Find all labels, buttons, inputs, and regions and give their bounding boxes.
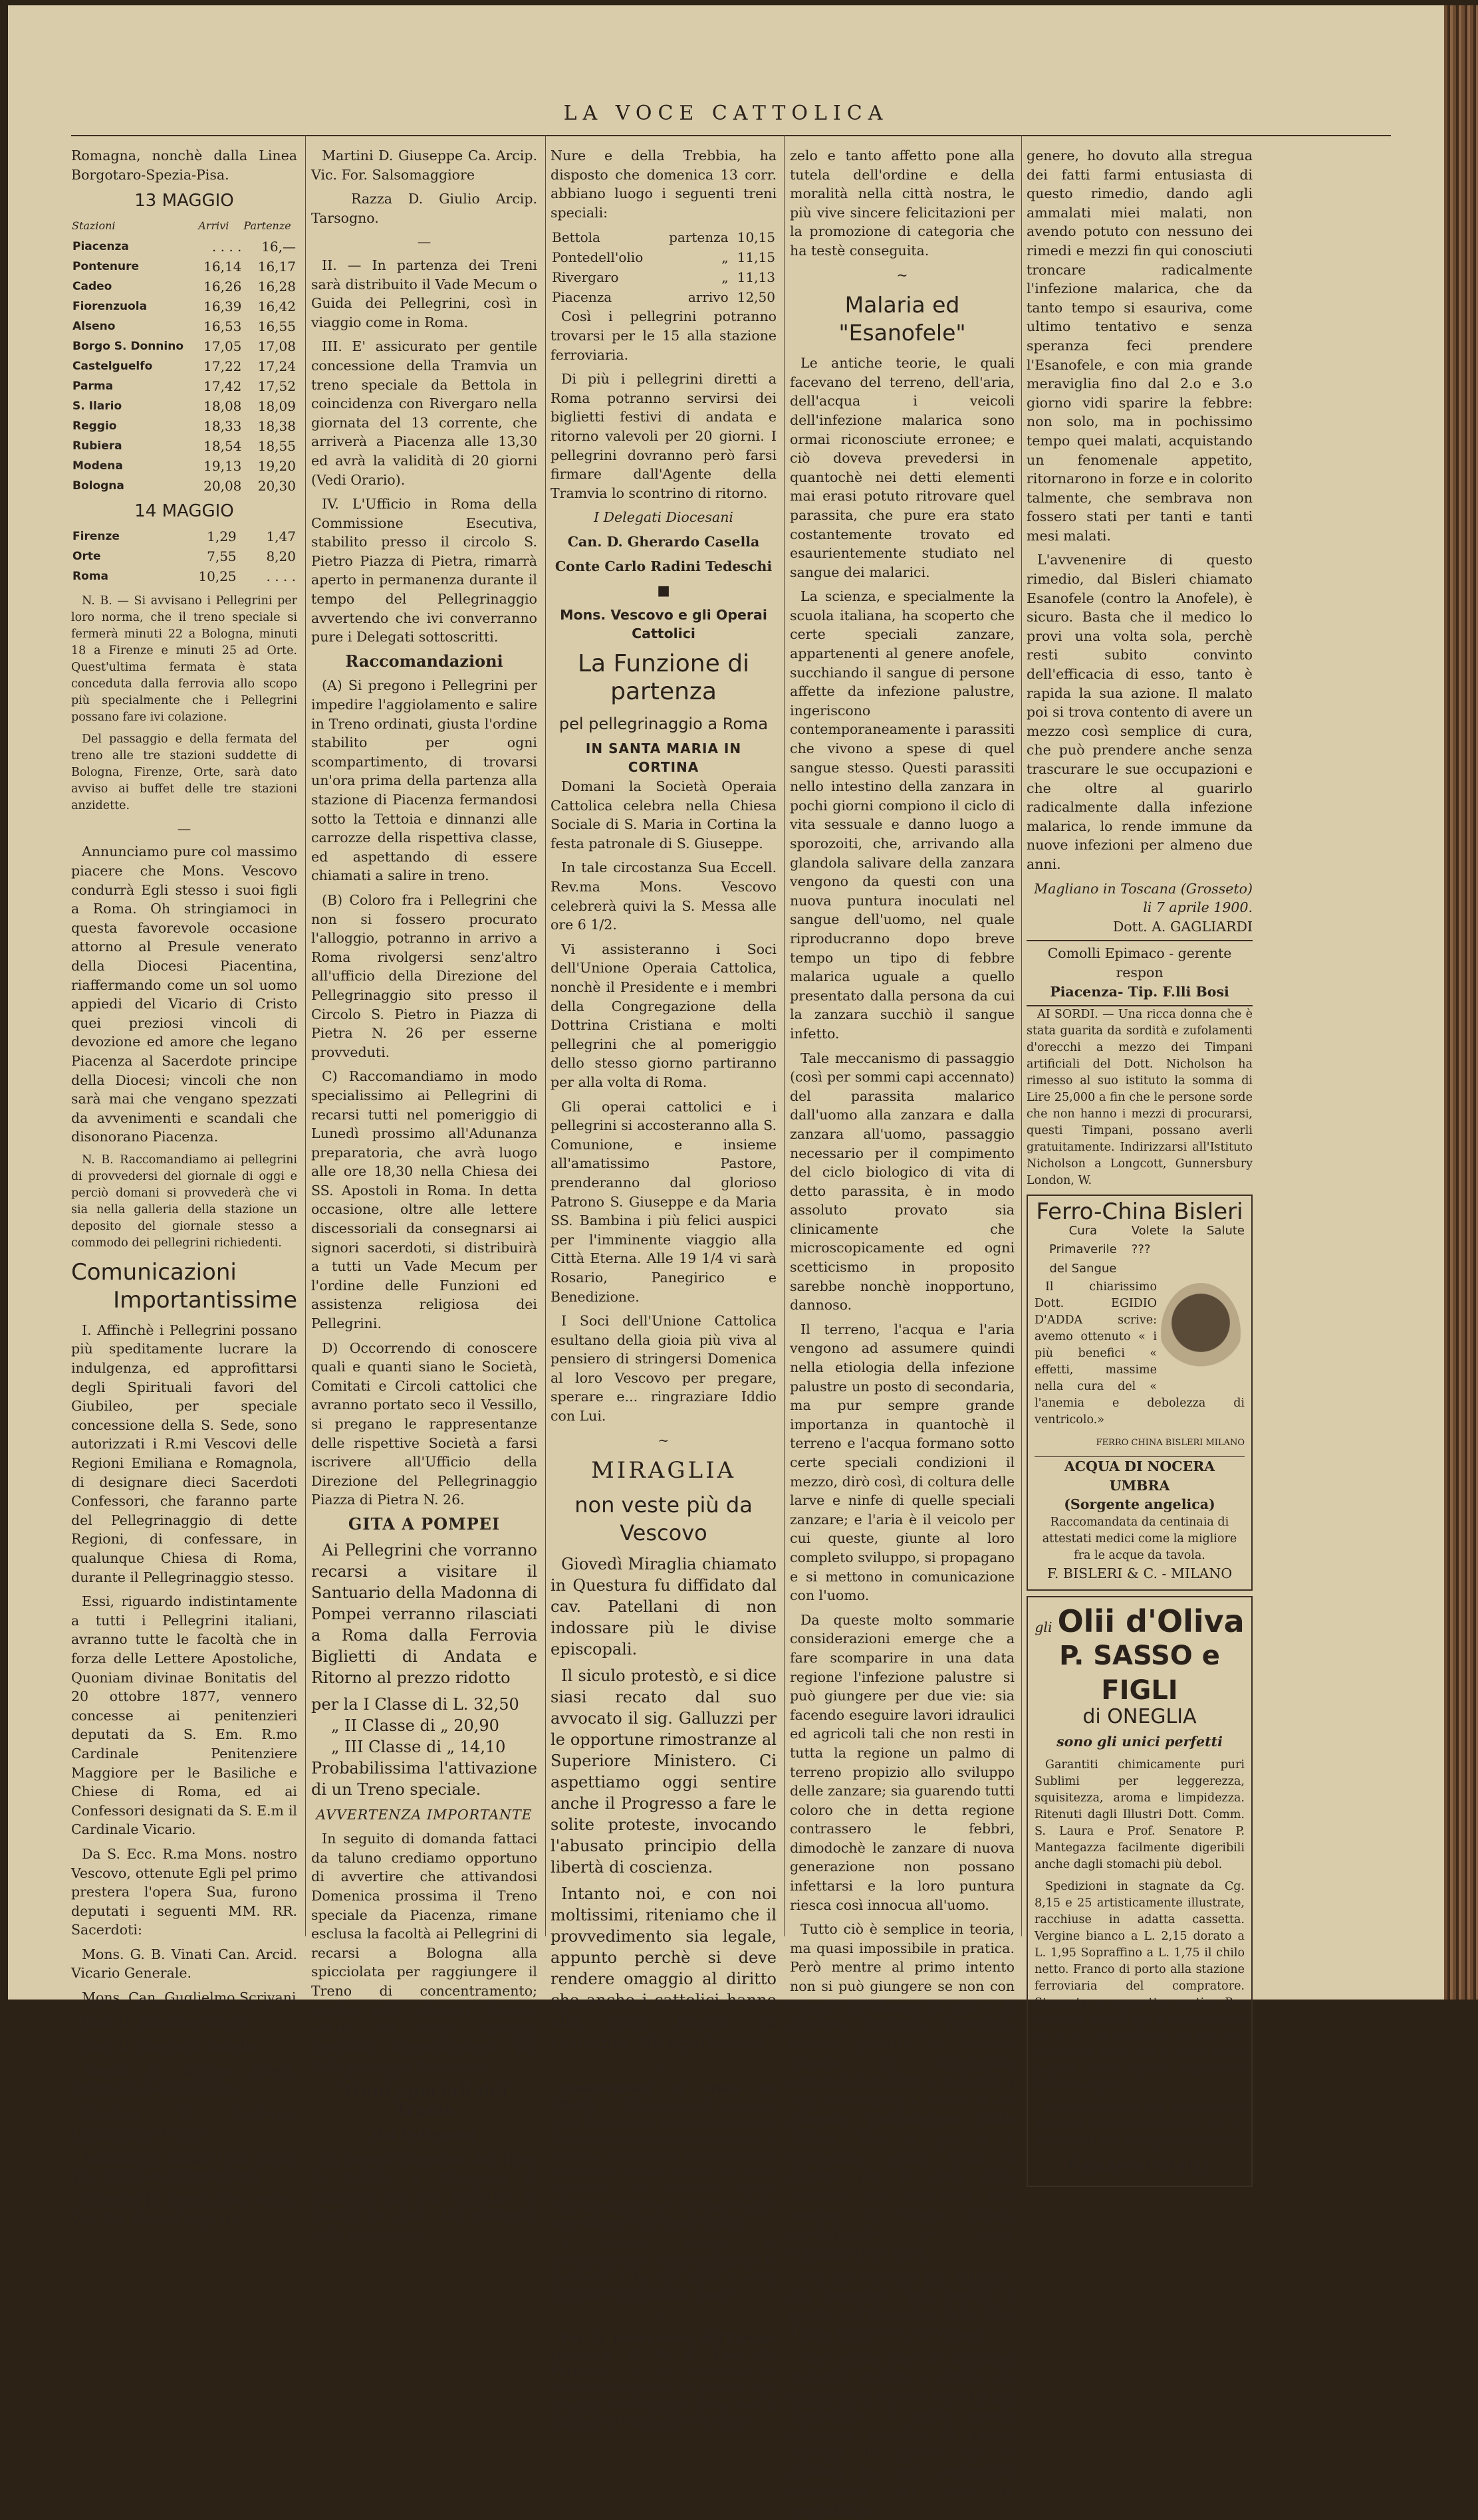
malaria-p6: Tutto ciò è semplice in teoria, ma quasi impossibile in pratica. Però mentre al primo intento non si può giungere se non con l'opera simultanea di enti e di persone (governo, provincie, comuni privati), al secondo intento si arriverebbe sottoponendo tutti i malarici a una cura rapida e sicura che li guarisse radicalmente dalla febbre. Fino a qui si è conosciuto senza rivali il chinino per la cura della malaria, ma anch'esso non sempre di effetto sicuro, specialmente se viene somministrato tardi. bbox=[790, 1921, 1015, 2261]
funzione-p1: Domani la Società Operaia Cattolica celebra nella Chiesa Sociale di S. Maria in Cortina la festa patronale di S. Giuseppe. bbox=[551, 778, 777, 852]
tram-type: partenza bbox=[669, 229, 729, 246]
timetable-row bbox=[71, 316, 297, 336]
acqua-nocera-title: ACQUA DI NOCERA UMBRA bbox=[1064, 1458, 1215, 1494]
departure-time: 16,17 bbox=[257, 258, 296, 275]
station-name: Piacenza bbox=[72, 239, 129, 253]
dimostrazioni-title: Dimostrazioni di stima ed affetto. bbox=[551, 2083, 777, 2113]
malaria-p4: Il terreno, l'acqua e l'aria vengono ad assumere quindi nella etiologia della infezione palustre un posto di secondaria, ma pur sempre grande importanza in quantochè il terreno e l'acqua formano sotto certe speciali condizioni il mezzo, dirò così, di coltura delle larve e ninfe di quelle speciali zanzare; e l'aria è il veicolo per cui queste, giunte al loro completo sviluppo, si propagano e si mettono in comunicazione con l'uomo. bbox=[790, 1321, 1015, 1604]
newspaper-page bbox=[8, 5, 1444, 2519]
arrival-time: 17,22 bbox=[203, 358, 242, 374]
priest-name: Mondini D. Lodovico Cerimoniere Vescov. bbox=[71, 2106, 297, 2141]
newspaper-notice: N. B. Raccomandiamo ai pellegrini di provvedersi del giornale di oggi e perciò domani si provvederà che vi sia nella galleria della stazione un deposito del giornale stesso a commodo dei pellegrini richiedenti. bbox=[71, 1153, 297, 1250]
departure-time: 16,55 bbox=[257, 318, 296, 334]
acqua-nocera-text: Raccomandata da centinaia di attestati medici come la migliore fra le acque da tavola. bbox=[1042, 1515, 1237, 1562]
tram-station: Rivergaro bbox=[552, 269, 619, 286]
arrival-time: 18,54 bbox=[203, 437, 242, 454]
station-name: Fiorenzuola bbox=[72, 299, 148, 313]
acqua-nocera-firm: F. BISLERI & C. - MILANO bbox=[1047, 1565, 1233, 1581]
column-4: zelo e tanto affetto pone alla tutela dell'ordine e della moralità nella città nostra, le più vive sincere felicitazioni per la promozione di categoria che ha testè conseguita. ~ Malaria ed "Esanofele" Le antiche teorie, le quali facevano del terreno, dell'aria, dell'acqua i veicoli dell'infezione malarica sono ormai riconosciute erronee; e ciò doveva prevedersi in quantochè nei detti elementi mai erasi potuto ritrovare quel parassita, che pure era stato costantemente trovato ed esaurientemente studiato nel sangue dei malarici. La scienza, e specialmente la scuola italiana, ha scoperto che certe speciali zanzare, appartenenti al genere anofele, succhiando il sangue di persone affette da infezione palustre, ingeriscono contemporaneamente i parassiti che vivono a spese di quel sangue stesso. Questi parassiti nello intestino della zanzara in pochi giorni compiono il ciclo di vita sessuale e danno luogo a sporozoiti, che, arrivando alla glandola salivare della zanzara vengono da questi con una nuova puntura inoculati nel sangue dell'uomo, nel quale riproducranno dopo breve tempo un tipo di febbre malarica uguale a quello presentato dalla persona da cui la zanzara succhiò il sangue infetto. Tale meccanismo di passaggio (così per sommi capi accennato) del parassita malarico dall'uomo alla zanzara e dalla zanzara all'uomo, passaggio necessario per il compimento del ciclo biologico di vita di detto parassita, è in modo assoluto provato sia clinicamente che microscopicamente ed ogni scetticismo in proposito sarebbe nonchè inopportuno, dannoso. Il terreno, l'acqua e l'aria vengono ad assumere quindi nella etiologia della infezione palustre un posto di secondaria, ma pur sempre grande importanza in quantochè il terreno e l'acqua formano sotto certe speciali condizioni il mezzo, dirò così, di coltura delle larve e ninfe di quelle speciali zanzare; e l'aria è il veicolo per cui queste, giunte al loro completo sviluppo, si propagano e si mettono in comunicazione con l'uomo. Da queste molto sommarie considerazioni emerge che a fare scomparire in una data regione l'infezione palustre si può giungere per due vie: sia facendo eseguire lavori idraulici ed agricoli tali che non resti in tutta la regione un palmo di terreno propizio allo sviluppo delle zanzare; sia guarendo tutti coloro che in detta regione contrassero le febbri, dimodochè le zanzare di nuova generazione non possano infettarsi e la loro puntura riesca così innocua all'uomo. Tutto ciò è semplice in teoria, ma quasi impossibile in pratica. Però mentre al primo intento non si può giungere se non con l'opera simultanea di enti e di persone (governo, provincie, comuni privati), al secondo intento si arriverebbe sottoponendo tutti i malarici a una cura rapida e sicura che li guarisse radicalmente dalla febbre. Fino a qui si è conosciuto senza rivali il chinino per la cura della malaria, ma anch'esso non sempre di effetto sicuro, specialmente se viene somministrato tardi. Ma un rimedio più efficace, più semplice, più rapido è quello dell'Esanofele della ditta Felice Bisleri e C. di Milano. Non esiste tipo di infezione malarica recente o antica, sia purribelle a tutte le cure fin qui conosciute, il quale resista all'azione benefica di questo rimedio. Io stesso, che in passato ho una avversione sistematica per tutte le specialità in bbox=[790, 146, 1015, 1981]
delegate-2: Conte Carlo Radini Tedeschi bbox=[554, 558, 773, 574]
arrival-time: 7,55 bbox=[207, 548, 237, 564]
arrival-time: 17,05 bbox=[203, 338, 242, 354]
column-5 bbox=[1027, 146, 1253, 2172]
olio-text-1: Garantiti chimicamente puri Sublimi per leggerezza, squisitezza, aroma e limpidezza. Ritenuti dagli Illustri Dott. Comm. S. Laura e Prof. Senatore P. Mantegazza facilmente digeribili anche dagli stomachi più debol. bbox=[1035, 1758, 1245, 1871]
tram-time: 12,50 bbox=[737, 289, 775, 306]
day2-title: 14 MAGGIO bbox=[134, 501, 234, 521]
column-2: Martini D. Giuseppe Ca. Arcip. Vic. For. Salsomaggiore Razza D. Giulio Arcip. Tarsogno. — II. — In partenza dei Treni sarà distribuito il Vade Mecum o Guida dei Pellegrini, così in viaggio come in Roma. III. E' assicurato per gentile concessione della Tramvia un treno speciale da Bettola in coincidenza con Rivergaro nella giornata del 13 corrente, che arriverà a Piacenza alle 13,30 ed avrà la validità di 20 giorni (Vedi Orario). IV. L'Ufficio in Roma della Commissione Esecutiva, stabilito presso il circolo S. Pietro Piazza di Pietra, rimarrà aperto in permanenza durante il tempo del Pellegrinaggio avvertendo che ivi converranno pure i Delegati sottoscritti. Raccomandazioni (A) Si pregono i Pellegrini per impedire l'aggiolamento e salire in Treno ordinati, giusta l'ordine stabilito per ogni scompartimento, di trovarsi un'ora prima della partenza alla stazione di Piacenza fermandosi sotto la Tettoia e dinnanzi alle carrozze della rispettiva classe, ed aspettando di essere chiamati a salire in treno. (B) Coloro fra i Pellegrini che non si fossero procurato l'alloggio, potranno in arrivo a Roma rivolgersi senz'altro all'ufficio della Direzione del Pellegrinaggio sito presso il Circolo S. Pietro in Piazza di Pietra N. 26 per esserne provveduti. C) Raccomandiamo in modo specialissimo ai Pellegrini di recarsi tutti nel pomeriggio di Lunedì prossimo all'Adunanza preparatoria, che avrà luogo alle ore 18,30 nella Chiesa dei SS. Apostoli in Roma. In detta occasione, oltre alle lettere discessoriali da consegnarsi ai signori sacerdoti, si distribuirà a tutti un Vade Mecum per l'ordine delle Funzioni ed assistenza religiosa dei Pellegrini. D) Occorrendo di conoscere quali e quanti siano le Società, Comitati e Circoli cattolici che avranno portato seco il Vessillo, si pregano le rappresentanze delle rispettive Società a farsi iscrivere all'Ufficio della Direzione del Pellegrinaggio Piazza di Pietra N. 26. GITA A POMPEI Ai Pellegrini che vorranno recarsi a visitare il Santuario della Madonna di Pompei verranno rilasciati a Roma dalla Ferrovia Biglietti di Andata e Ritorno al prezzo ridotto per la I Classe di L. 32,50 „ II Classe di „ 20,90 „ III Classe di „ 14,10 Probabilissima l'attivazione di un Treno speciale. AVVERTENZA IMPORTANTE In seguito di domanda fattaci da taluno crediamo opportuno di avvertire che attivandosi Domenica prossima il Treno speciale da Piacenza, rimane esclusa la facoltà ai Pellegrini di recarsi a Bologna alla spicciolata per raggiungere il Treno di concentramento; sicchè tutti domani devono salire nel treno speciale concesso espressamente pel Pellegrinaggio Piacentino. Treni speciali dei Trams dei Pellegrini La cortese direzione del Tram di Bettola e Rivergaro ci annuncia che per facilitare la venuta in città dei pellegrini delle vallate del bbox=[311, 146, 537, 1981]
column-1: Romagna, nonchè dalla Linea Borgotaro-Spezia-Pisa. 13 MAGGIO Stazioni Arrivi Partenze Piacenza . . . . 16,— Pontenure 16,14 16,17 Cadeo 16,26 16,28 Fiorenzuola 16,39 16,42 Alseno 16,53 16,55 Borgo S. Donnino 17,05 17,08 Castelguelfo 17,22 17,24 Parma 17,42 17,52 S. Ilario 18,08 18,09 Reggio 18,33 18,38 Rubiera 18,54 18,55 Modena 19,13 19,20 Bologna 20,08 20,30 14 MAGGIO Firenze 1,29 1,47 Orte 7,55 8,20 Roma 10,25 . . . . N. B. — Si avvisano i Pellegrini per loro norma, che il treno speciale si fermerà minuti 22 a Bologna, minuti 18 a Firenze e minuti 25 ad Orte. Quest'ultima fermata è stata conceduta dalla ferrovia allo scopo più specialmente che i Pellegrini possano fare ivi colazione. Del passaggio e della fermata del treno alle tre stazioni suddette di Bologna, Firenze, Orte, sarà dato avviso ai buffet delle tre stazioni anzidette. — Annunciamo pure col massimo piacere che Mons. Vescovo condurrà Egli stesso i suoi figli a Roma. Oh stringiamoci in questa favorevole occasione attorno al Presule venerato della Diocesi Piacentina, riaffermando come un sol uomo appiedi del Vicario di Cristo quei preziosi vincoli di devozione ed amore che legano Piacenza al Sacerdote principe della Diocesi; vincoli che non sarà mai che vengano spezzati da avvenimenti e scandali che disonorano Piacenza. N. B. Raccomandiamo ai pellegrini di provvedersi del giornale di oggi e perciò domani si provvederà che vi sia nella galleria della stazione un deposito del giornale stesso a commodo dei pellegrini richiedenti. Comunicazioni Importantissime I. Affinchè i Pellegrini possano più speditamente lucrare la indulgenza, ed approfittarsi degli Spirituali favori del Giubileo, per speciale concessione della S. Sede, sono autorizzati i R.mi Vescovi delle Regioni Emiliana e Romagnola, di designare dieci Sacerdoti Confessori, che faranno parte del Pellegrinaggio di dette Regioni, di confessare, in qualunque Chiesa di Roma, durante il Pellegrinaggio stesso. Essi, riguardo indistintamente a tutti i Pellegrini italiani, avranno tutte le facoltà che in forza delle Lettere Apostoliche, Quoniam divinae Bonitatis del 20 ottobre 1877, vennero concesse ai penitenzieri deputati da S. Em. R.mo Cardinale Penitenziere Maggiore per le Basiliche e Chiese di Roma, ed ai Confessori designati da S. E.m il Cardinale Vicario. Da S. Ecc. R.ma Mons. nostro Vescovo, ottenute Egli pel primo prestera l'opera Sua, furono deputati i seguenti MM. RR. Sacerdoti: Mons. G. B. Vinati Can. Arcid. Vicario Generale. Mons. Can. Guglielmo Scrivani Can. D. Antonino Saletti Can. D. Gherardo Casella Moglia D. Andrea Dirett. Spirituale del Seminario Mondini D. Lodovico Cerimoniere Vescov. Agazzini D. Egidio Can. Arcip. Vic. For. Castelsangiovanni Cagnoni D. Enrico Can. Arcip. Vic. For. Castell'Arquato bbox=[71, 146, 297, 1981]
miraglia-title: MIRAGLIA bbox=[590, 1457, 737, 1484]
tram-row bbox=[551, 267, 777, 287]
olio-claim: sono gli unici perfetti bbox=[1056, 1734, 1223, 1750]
item-iii: III. E' assicurato per gentile concessione della Tramvia un treno speciale da Bettola in coincidenza con Rivergaro nella giornata del 13 corrente, che arriverà a Piacenza alle 13,30 ed avrà la validità di 20 giorni (Vedi Orario). bbox=[311, 338, 537, 488]
arrival-time: 10,25 bbox=[198, 568, 237, 584]
olio-place: di ONEGLIA bbox=[1082, 1705, 1197, 1729]
departure-time: . . . . bbox=[266, 568, 296, 584]
station-name: Alseno bbox=[72, 319, 116, 333]
dimostrazioni-text-2: Il giudice Giorgio fu festeggiatissimo. Senza adulazione, lo merita-va. A lui che parte, i nostri reiterati e cordialissimi auguri. bbox=[551, 2237, 777, 2301]
nb-stops: N. B. — Si avvisano i Pellegrini per loro norma, che il treno speciale si fermerà minuti 22 a Bologna, minuti 18 a Firenze e minuti 25 ad Orte. Quest'ultima fermata è stata conceduta dalla ferrovia allo scopo più specialmente che i Pellegrini possano fare ivi colazione. bbox=[71, 594, 297, 724]
station-name: Reggio bbox=[72, 419, 117, 433]
arrival-time: 16,14 bbox=[203, 258, 242, 275]
timetable-row bbox=[71, 237, 297, 257]
departure-time: 18,09 bbox=[257, 398, 296, 414]
timetable-row bbox=[71, 456, 297, 476]
tram-schedule bbox=[551, 227, 777, 307]
station-name: Pontenure bbox=[72, 259, 140, 273]
timetable-14-maggio bbox=[71, 526, 297, 586]
tram-station: Piacenza bbox=[552, 289, 612, 306]
arrival-time: 16,39 bbox=[203, 298, 242, 314]
arrival-time: 16,53 bbox=[203, 318, 242, 334]
olio-text-2: Spedizioni in stagnate da Cg. 8,15 e 25 artisticamente illustrate, racchiuse in adatta cassetta. Vergine bianco a L. 2,15 dorato a L. 1,95 Sopraffino a L. 1,75 il chilo netto. Franco di porto alla stazione ferroviaria del compratore. Stagnata e cassetta gratis. Per stagnate da soli Cg. 8 supplemento di L. 2. In barilletti da Cg. 50, ribasso di Cent. 20 il chilo. Porto pagato. Barile gratis. Pagamento verso assegno. bbox=[1035, 1879, 1245, 2093]
station-name: Roma bbox=[72, 569, 108, 583]
fare-list bbox=[311, 1694, 537, 1758]
column-3: Nure e della Trebbia, ha disposto che domenica 13 corr. abbiano luogo i seguenti treni speciali: Bettola partenza 10,15 Pontedell'olio „ 11,15 Rivergaro „ 11,13 Piacenza arrivo 12,50 Così i pellegrini potranno trovarsi per le 15 alla stazione ferroviaria. Di più i pellegrini diretti a Roma potranno servirsi dei biglietti festivi di andata e ritorno valevoli per 20 giorni. I pellegrini dovranno però farsi firmare dall'Agente della Tramvia lo scontrino di ritorno. I Delegati Diocesani Can. D. Gherardo Casella Conte Carlo Radini Tedeschi ■ Mons. Vescovo e gli Operai Cattolici La Funzione di partenza pel pellegrinaggio a Roma IN SANTA MARIA IN CORTINA Domani la Società Operaia Cattolica celebra nella Chiesa Sociale di S. Maria in Cortina la festa patronale di S. Giuseppe. In tale circostanza Sua Eccell. Rev.ma Mons. Vescovo celebrerà quivi la S. Messa alle ore 6 1/2. Vi assisteranno i Soci dell'Unione Operaia Cattolica, nonchè il Presidente e i membri della Congregazione della Dottrina Cristiana e molti pellegrini che al pomeriggio dello stesso giorno partiranno per alla volta di Roma. Gli operai cattolici e i pellegrini si accosteranno alla S. Comunione, e insieme all'amatissimo Pastore, prenderanno dal glorioso Patrono S. Giuseppe e da Maria SS. Bambina i più felici auspici per l'imminente viaggio alla Città Eterna. Alle 19 1/4 vi sarà Rosario, Panegirico e Benedizione. I Soci dell'Unione Cattolica esultano della gioia più viva al pensiero di stringersi Domenica al loro Vescovo per pregare, sperare e... ringraziare Iddio con Lui. ~ MIRAGLIA non veste più da Vescovo Giovedì Miraglia chiamato in Questura fu diffidato dal cav. Patellani di non indossare più le divise episcopali. Il siculo protestò, e si dice siasi recato dal suo avvocato il sig. Galluzzi per le opportune rimostranze al Superiore Ministero. Ci aspettiamo oggi sentire anche il Progresso a fare le solite proteste, invocando l'abusato principio della libertà di coscienza. Intanto noi, e con noi moltissimi, riteniamo che il provvedimento sia legale, appunto perchè si deve rendere omaggio al diritto che anche i cattolici hanno alla vera libertà di coscienza. Ne riparleremo. ~ Dimostrazioni di stima ed affetto. — Mercoledì, nel ristorante della Stazione, al chiaro giudice Avv. Giorgio promosso Vice Presidente a Bologna, dai colleghi, della procura e cancellerie venne offerto un lauto banchetto. Vi assisteva anche l'egregio giudice avv. Stefanini venuto appositamente da Reggio Emilia. Il giudice Giorgio fu festeggiatissimo. Senza adulazione, lo merita-va. A lui che parte, i nostri reiterati e cordialissimi auguri. ~ Per la promozione dell'Egregio Ispettore di P. S. Cav. Dr. Patellani. — Ci associamo ai sentimenti espressi dagli altri fogli cittadini, e porgiamo anche noi al benemerito Funzionario che tanto bbox=[551, 148, 777, 2430]
station-name: Castelguelfo bbox=[72, 359, 153, 373]
funzione-p4: Gli operai cattolici e i pellegrini si accosteranno alla S. Comunione, e insieme all'amatissimo Pastore, prenderanno dal glorioso Patrono S. Giuseppe e da Maria SS. Bambina i più felici auspici per l'imminente viaggio alla Città Eterna. Alle 19 1/4 vi sarà Rosario, Panegirico e Benedizione. bbox=[551, 1098, 777, 1305]
arrival-time: 1,29 bbox=[207, 528, 237, 544]
olio-footer: Campioni gratis bbox=[1068, 2156, 1211, 2172]
ferro-china-cura: Cura Primaverile bbox=[1049, 1223, 1117, 1257]
timetable-13-maggio bbox=[71, 216, 297, 496]
timetable-intro: Romagna, nonchè dalla Linea Borgotaro-Spezia-Pisa. bbox=[71, 148, 297, 183]
treni-subtitle: dei Pellegrini bbox=[372, 2126, 476, 2143]
column-rule bbox=[784, 135, 785, 1936]
imprint-gerente: Comolli Epimaco - gerente respon bbox=[1047, 945, 1232, 980]
departure-time: 16,42 bbox=[257, 298, 296, 314]
station-name: Orte bbox=[72, 549, 101, 563]
station-name: Borgo S. Donnino bbox=[72, 339, 184, 353]
ferro-china-label: FERRO CHINA BISLERI MILANO bbox=[1096, 1437, 1245, 1448]
station-name: Firenze bbox=[72, 529, 120, 543]
priest-name: Agazzini D. Egidio Can. Arcip. Vic. For. Castelsangiovanni bbox=[71, 2149, 297, 2184]
header-arrivals: Arrivi bbox=[198, 219, 229, 233]
promozione-title: Per la promozione dell'Egregio Ispettore di P. S. Cav. Dr. Patellani. bbox=[551, 2333, 777, 2380]
tram-time: 10,15 bbox=[737, 229, 775, 246]
timetable-row bbox=[71, 336, 297, 356]
priest-name: Mons. G. B. Vinati Can. Arcid. Vicario Generale. bbox=[71, 1946, 297, 1982]
malaria-p7: Ma un rimedio più efficace, più semplice, più rapido è quello dell'Esanofele della ditta Felice Bisleri e C. di Milano. bbox=[790, 2268, 1015, 2342]
tram-station: Bettola bbox=[552, 229, 600, 246]
avvertenza-text: In seguito di domanda fattaci da taluno crediamo opportuno di avvertire che attivandosi Domenica prossima il Treno speciale da Piacenza, rimane esclusa la facoltà ai Pellegrini di recarsi a Bologna alla spicciolata per raggiungere il Treno di concentramento; sicchè tutti domani devono salire nel treno speciale concesso espressamente pel Pellegrinaggio Piacentino. bbox=[311, 1831, 537, 2075]
item-iv: IV. L'Ufficio in Roma della Commissione Esecutiva, stabilito presso il circolo S. Pietro Piazza di Pietra, rimarrà aperto in permanenza durante il tempo del Pellegrinaggio avvertendo che ivi converranno pure i Delegati sottoscritti. bbox=[311, 496, 537, 645]
tram-station: Pontedell'olio bbox=[552, 249, 644, 266]
ferro-china-sangue: del Sangue bbox=[1049, 1261, 1117, 1276]
arrival-time: 19,13 bbox=[203, 457, 242, 474]
station-name: Modena bbox=[72, 459, 123, 473]
treni-text: La cortese direzione del Tram di Bettola e Rivergaro ci annuncia che per facilitare la venuta in città dei pellegrini delle vallate del bbox=[311, 2150, 537, 2243]
gita-pompei-text: Ai Pellegrini che vorranno recarsi a visitare il Santuario della Madonna di Pompei verranno rilasciati a Roma dalla Ferrovia Biglietti di Andata e Ritorno al prezzo ridotto bbox=[311, 1540, 537, 1687]
gita-pompei-title: GITA A POMPEI bbox=[348, 1514, 501, 1534]
funzione-location: IN SANTA MARIA IN CORTINA bbox=[585, 740, 742, 776]
arrival-time: 18,33 bbox=[203, 417, 242, 434]
promozione-text: — Ci associamo ai sentimenti espressi dagli altri fogli cittadini, e porgiamo anche noi al benemerito Funzionario che tanto bbox=[551, 2366, 777, 2430]
timetable-row bbox=[71, 396, 297, 416]
departure-time: 17,52 bbox=[257, 378, 296, 394]
tram-type: arrivo bbox=[687, 289, 729, 306]
funzione-title: La Funzione di partenza bbox=[577, 649, 750, 705]
item-ii: II. — In partenza dei Treni sarà distribuito il Vade Mecum o Guida dei Pellegrini, così in viaggio come in Roma. bbox=[311, 257, 537, 330]
tram-row bbox=[551, 247, 777, 267]
ferro-china-volete: Volete la Salute ??? bbox=[1131, 1223, 1245, 1257]
station-name: Rubiera bbox=[72, 439, 122, 453]
timetable-row bbox=[71, 476, 297, 496]
dimostrazioni-text: — Mercoledì, nel ristorante della Stazione, al chiaro giudice Avv. Giorgio promosso Vice Presidente a Bologna, dai colleghi, della procura e cancellerie venne offerto un lauto banchetto. Vi assisteva anche l'egregio giudice avv. Stefanini venuto appositamente da Reggio Emilia. bbox=[551, 2099, 777, 2230]
mons-operai-title: Mons. Vescovo e gli Operai Cattolici bbox=[560, 606, 767, 642]
treni-title: Treni speciali dei Trams bbox=[340, 2081, 508, 2120]
fare-second: „ II Classe di „ 20,90 bbox=[331, 1716, 499, 1735]
tram-intro: Nure e della Trebbia, ha disposto che domenica 13 corr. abbiano luogo i seguenti treni speciali: bbox=[551, 148, 777, 221]
departure-time: 20,30 bbox=[257, 477, 296, 494]
arrival-time: 20,08 bbox=[203, 477, 242, 494]
funzione-p2: In tale circostanza Sua Eccell. Rev.ma Mons. Vescovo celebrerà quivi la S. Messa alle ore 6 1/2. bbox=[551, 859, 777, 933]
priest-list bbox=[71, 1945, 297, 2230]
miraglia-p2: Il siculo protestò, e si dice siasi recato dal suo avvocato il sig. Galluzzi per le opportune rimostranze al Superiore Ministero. Ci aspettiamo oggi sentire anche il Progresso a fare le solite proteste, invocando l'abusato principio della libertà di coscienza. bbox=[551, 1666, 777, 1877]
comm-paragraph-3: Da S. Ecc. R.ma Mons. nostro Vescovo, ottenute Egli pel primo prestera l'opera Sua, furono deputati i seguenti MM. RR. Sacerdoti: bbox=[71, 1845, 297, 1938]
comunicazioni-title: Comunicazioni bbox=[71, 1258, 237, 1286]
olio-text-3: Pacchi postali di Cg. 4 netti verso assegno o cartolina-vaglia di L. 10,60 9,85 e 9,10 rispettivamente. bbox=[1035, 2101, 1245, 2148]
timetable-row bbox=[71, 526, 297, 546]
bishop-announcement: Annunciamo pure col massimo piacere che Mons. Vescovo condurrà Egli stesso i suoi figli a Roma. Oh stringiamoci in questa favorevole occasione attorno al Presule venerato della Diocesi Piacentina, riaffermando come un sol uomo appiedi del Vicario di Cristo quei preziosi vincoli di devozione ed amore che legano Piacenza al Sacerdote principe della Diocesi; vincoli che non sarà mai che vengano spezzati da avvenimenti e scandali che disonorano Piacenza. bbox=[71, 844, 297, 1145]
priest-name: Can. D. Antonino Saletti bbox=[82, 2013, 249, 2030]
miraglia-subtitle: non veste più da Vescovo bbox=[574, 1492, 753, 1546]
ferro-china-title: Ferro-China Bisleri bbox=[1036, 1199, 1243, 1226]
column-rule bbox=[545, 135, 546, 1936]
station-name: Cadeo bbox=[72, 279, 112, 293]
olio-title: Olii d'Oliva bbox=[1057, 1603, 1245, 1640]
importantissime-title: Importantissime bbox=[113, 1286, 297, 1314]
arrival-time: 17,42 bbox=[203, 378, 242, 394]
raccomandazioni-title: Raccomandazioni bbox=[345, 651, 503, 671]
header-departures: Partenze bbox=[243, 219, 291, 233]
tram-note-1: Così i pellegrini potranno trovarsi per le 15 alla stazione ferroviaria. bbox=[551, 308, 777, 363]
timetable-row bbox=[71, 546, 297, 566]
arrival-time: . . . . bbox=[211, 238, 242, 255]
priest-name: Martini D. Giuseppe Ca. Arcip. Vic. For. Salsomaggiore bbox=[311, 148, 537, 183]
priest-name: Razza D. Giulio Arcip. Tarsogno. bbox=[311, 191, 537, 226]
day1-title: 13 MAGGIO bbox=[134, 191, 234, 211]
ad-sordi: AI SORDI. — Una ricca donna che è stata guarita da sordità e zufolamenti d'orecchi a mezzo dei Timpani artificiali del Dott. Nicholson ha rimesso al suo istituto la somma di Lire 25,000 a fin che le persone sorde che non hanno i mezzi di procurarsi, questi Timpani, possano averli gratuitamente. Indirizzarsi all'Istituto Nicholson a Longcott, Gunnersbury London, W. bbox=[1027, 1008, 1253, 1188]
departure-time: 18,55 bbox=[257, 437, 296, 454]
malaria-p8: Non esiste tipo di infezione malarica recente o antica, sia purribelle a tutte le cure fin qui conosciute, il quale resista all'azione benefica di questo rimedio. Io stesso, che in passato ho una avversione sistematica per tutte le specialità in bbox=[790, 2350, 1015, 2519]
tram-note-2: Di più i pellegrini diretti a Roma potranno servirsi dei biglietti festivi di andata e ritorno valevoli per 20 giorni. I pellegrini dovranno però farsi firmare dall'Agente della Tramvia lo scontrino di ritorno. bbox=[551, 371, 777, 501]
timetable-row bbox=[71, 296, 297, 316]
tram-row bbox=[551, 227, 777, 247]
column-rule bbox=[1021, 135, 1022, 1936]
timetable-row bbox=[71, 416, 297, 436]
ad-olio-sasso bbox=[1027, 1596, 1253, 2187]
avvertenza-title: AVVERTENZA IMPORTANTE bbox=[316, 1806, 533, 1823]
fare-note: Probabilissima l'attivazione di un Treno speciale. bbox=[311, 1758, 537, 1799]
funzione-p3: Vi assisteranno i Soci dell'Unione Operaia Cattolica, nonchè il Presidente e i membri della Congregazione della Dottrina Cristiana e molti pellegrini che al pomeriggio dello stesso giorno partiranno per alla volta di Roma. bbox=[551, 941, 777, 1090]
signer: Dott. A. GAGLIARDI bbox=[1112, 918, 1253, 935]
acqua-nocera-subtitle: (Sorgente angelica) bbox=[1064, 1496, 1215, 1513]
tram-time: 11,15 bbox=[737, 249, 775, 266]
olio-pre: gli bbox=[1035, 1619, 1052, 1636]
tram-type: „ bbox=[721, 249, 729, 266]
malaria-p9: L'avvenenire di questo rimedio, dal Bisleri chiamato Esanofele (contro la Anofele), è sicuro. Basta che il medico lo provi una volta sola, perchè resti subito convinto dell'efficacia di esso, tanto è rapida la sua azione. Il malato poi si trova contento di avere un mezzo così semplice di cura, che può prendere anche senza trascurare le sue occupazioni e che oltre al guarirlo radicalmente dalla infezione malarica, lo rende immune da nuove infezioni per almeno due anni. bbox=[1027, 552, 1253, 872]
delegate-1: Can. D. Gherardo Casella bbox=[567, 533, 760, 550]
malaria-p1: Le antiche teorie, le quali facevano del terreno, dell'aria, dell'acqua i veicoli dell'infezione malarica sono ormai riconosciute erronee; e ciò doveva prevedersi in quantochè nei detti elementi mai erasi potuto ritrovare quel parassita, che pure era stato costantemente trovato ed esaurientemente studiato nel sangue dei malarici. bbox=[790, 355, 1015, 580]
delegati-label: I Delegati Diocesani bbox=[594, 509, 733, 526]
racc-b: (B) Coloro fra i Pellegrini che non si fossero procurato l'alloggio, potranno in arrivo a Roma rivolgersi senz'altro all'ufficio della Direzione del Pellegrinaggio sito presso il Circolo S. Pietro in Piazza di Pietra N. 26 per esserne provveduti. bbox=[311, 891, 537, 1060]
nb-buffet: Del passaggio e della fermata del treno alle tre stazioni suddette di Bologna, Firenze, Orte, sarà dato avviso ai buffet delle tre stazioni anzidette. bbox=[71, 732, 297, 812]
arrival-time: 18,08 bbox=[203, 398, 242, 414]
departure-time: 8,20 bbox=[266, 548, 296, 564]
tram-row bbox=[551, 287, 777, 307]
tram-type: „ bbox=[721, 269, 729, 286]
book-binding bbox=[1444, 5, 1478, 2000]
racc-c: C) Raccomandiamo in modo specialissimo ai Pellegrini di recarsi tutti nel pomeriggio di Lunedì prossimo all'Adunanza preparatoria, che avrà luogo alle ore 18,30 nella Chiesa dei SS. Apostoli in Roma. In detta occasione, oltre alle lettere discessoriali da consegnarsi ai signori sacerdoti, si distribuirà a tutti un Vade Mecum per l'ordine delle Funzioni ed assistenza religiosa dei Pellegrini. bbox=[311, 1068, 537, 1332]
racc-d: D) Occorrendo di conoscere quali e quanti siano le Società, Comitati e Circoli cattolici che avranno portato seco il Vessillo, si pregano le rappresentanze delle rispettive Società a farsi iscrivere all'Ufficio della Direzione del Pellegrinaggio Piazza di Pietra N. 26. bbox=[311, 1339, 537, 1508]
departure-time: 17,24 bbox=[257, 358, 296, 374]
malaria-continued: genere, ho dovuto alla stregua dei fatti farmi entusiasta di questo rimedio, dando agli ammalati miei malati, non avendo potuto con nessuno dei rimedi e mezzi fin qui conosciuti troncare radicalmente l'infezione malarica, che da tanto tempo si esauriva, come ultimo tentativo e senza speranza feci prendere l'Esanofele, e con mia grande meraviglia fino dal 2.o e 3.o giorno vidi sparire la febbre: non solo, ma in pochissimo tempo quei malati, acquistando un fenomenale appetito, ritornarono in forze e in colorito talmente, che sembrava non fossero stati per tanti e tanti mesi malati. bbox=[1027, 148, 1253, 544]
masthead: LA VOCE CATTOLICA bbox=[563, 102, 889, 125]
departure-time: 16,28 bbox=[257, 278, 296, 294]
column-rule bbox=[305, 135, 306, 1936]
comm-paragraph-1: I. Affinchè i Pellegrini possano più speditamente lucrare la indulgenza, ed approfittarsi degli Spirituali favori del Giubileo, per speciale concessione della S. Sede, sono autorizzati i R.mi Vescovi delle Regioni Emiliana e Romagnola, di designare dieci Sacerdoti Confessori, che faranno parte del Pellegrinaggio di dette Regioni, di confessare, in qualunque Chiesa di Roma, durante il Pellegrinaggio stesso. bbox=[71, 1321, 297, 1585]
malaria-title: Malaria ed "Esanofele" bbox=[838, 292, 966, 346]
promozione-continued: zelo e tanto affetto pone alla tutela dell'ordine e della moralità nella città nostra, le più vive sincere felicitazioni per la promozione di categoria che ha testè conseguita. bbox=[790, 148, 1015, 259]
tram-time: 11,13 bbox=[737, 269, 775, 286]
departure-time: 17,08 bbox=[257, 338, 296, 354]
timetable-row bbox=[71, 257, 297, 277]
fare-first: per la I Classe di L. 32,50 bbox=[311, 1694, 519, 1714]
header-station: Stazioni bbox=[72, 219, 116, 233]
fare-third: „ III Classe di „ 14,10 bbox=[331, 1737, 506, 1756]
station-name: Bologna bbox=[72, 479, 124, 493]
timetable-row bbox=[71, 277, 297, 296]
timetable-row bbox=[71, 566, 297, 586]
olio-brand: P. SASSO e FIGLI bbox=[1059, 1641, 1220, 1706]
station-name: Parma bbox=[72, 379, 114, 393]
ferro-china-testimonial: Il chiarissimo Dott. EGIDIO D'ADDA scrive: avemo ottenuto « i più benefici « effetti, massime nella cura del « l'anemia e debolezza di ventricolo.» bbox=[1035, 1280, 1245, 1427]
malaria-p2: La scienza, e specialmente la scuola italiana, ha scoperto che certe speciali zanzare, appartenenti al genere anofele, succhiando il sangue di persone affette da infezione palustre, ingeriscono contemporaneamente i parassiti che vivono a spese di quel sangue stesso. Questi parassiti nello intestino della zanzara in pochi giorni compiono il ciclo di vita sessuale e danno luogo a sporozoiti, che, arrivando alla glandola salivare della zanzara vengono da questi con una nuova puntura inoculati nel sangue dell'uomo, nel quale riproducranno dopo breve tempo un tipo di febbre malarica uguale a quello presentato dalla persona da cui la zanzara succhiò il sangue infetto. bbox=[790, 588, 1015, 1042]
timetable-header bbox=[71, 216, 297, 237]
funzione-p5: I Soci dell'Unione Cattolica esultano della gioia più viva al pensiero di stringersi Domenica al loro Vescovo per pregare, sperare e... ringraziare Iddio con Lui. bbox=[551, 1313, 777, 1425]
priest-name: Moglia D. Andrea Dirett. Spirituale del Seminario bbox=[71, 2062, 297, 2098]
miraglia-p1: Giovedì Miraglia chiamato in Questura fu diffidato dal cav. Patellani di non indossare più le divise episcopali. bbox=[551, 1555, 777, 1659]
racc-a: (A) Si pregono i Pellegrini per impedire l'aggiolamento e salire in Treno ordinati, giusta l'ordine stabilito per ogni scompartimento, di trovarsi un'ora prima della partenza alla stazione di Piacenza fermandosi sotto la Tettoia e dinnanzi alle carrozze della rispettiva classe, ed aspettando di essere chiamati a salire in treno. bbox=[311, 677, 537, 884]
timetable-row bbox=[71, 376, 297, 396]
departure-time: 1,47 bbox=[266, 528, 296, 544]
departure-time: 16,— bbox=[261, 238, 296, 255]
dateline: Magliano in Toscana (Grosseto) li 7 aprile 1900. bbox=[1034, 880, 1253, 916]
miraglia-p3: Intanto noi, e con noi moltissimi, riteniamo che il provvedimento sia legale, appunto perchè si deve rendere omaggio al diritto che anche i cattolici hanno alla vera libertà di coscienza. Ne riparleremo. bbox=[551, 1885, 777, 2053]
ad-ferro-china bbox=[1027, 1195, 1253, 1591]
priest-name: Mons. Can. Guglielmo Scrivani bbox=[82, 1990, 297, 2006]
departure-time: 18,38 bbox=[257, 417, 296, 434]
malaria-p5: Da queste molto sommarie considerazioni emerge che a fare scomparire in una data regione l'infezione palustre si può giungere per due vie: sia facendo eseguire lavori idraulici ed agricoli tali che non resti in tutta la regione un palmo di terreno propizio allo sviluppo delle zanzare; sia guarendo tutti coloro che in detta regione contrassero le febbri, dimodochè le zanzare di nuova generazione non possano infettarsi e la loro puntura riesca così innocua all'uomo. bbox=[790, 1611, 1015, 1913]
timetable-row bbox=[71, 436, 297, 456]
arrival-time: 16,26 bbox=[203, 278, 242, 294]
funzione-subtitle: pel pellegrinaggio a Roma bbox=[558, 714, 769, 733]
departure-time: 19,20 bbox=[257, 457, 296, 474]
bottle-illustration-icon bbox=[1161, 1283, 1241, 1383]
priest-name: Cagnoni D. Enrico Can. Arcip. Vic. For. Castell'Arquato bbox=[71, 2192, 297, 2228]
station-name: S. Ilario bbox=[72, 399, 122, 413]
comm-paragraph-2: Essi, riguardo indistintamente a tutti i Pellegrini italiani, avranno tutte le facoltà che in forza delle Lettere Apostoliche, Quoniam divinae Bonitatis del 20 ottobre 1877, vennero concesse ai penitenzieri deputati da S. Em. R.mo Cardinale Penitenziere Maggiore per le Basiliche e Chiese di Roma, ed ai Confessori designati da S. E.m il Cardinale Vicario. bbox=[71, 1593, 297, 1838]
priest-name: Can. D. Gherardo Casella bbox=[82, 2038, 258, 2055]
masthead-rule bbox=[71, 135, 1391, 136]
malaria-p3: Tale meccanismo di passaggio (così per sommi capi accennato) del parassita malarico dall'uomo alla zanzara e dalla zanzara all'uomo, passaggio necessario per il compimento del ciclo biologico di vita di detto parassita, è in modo assoluto provato sia clinicamente che microscopicamente ed ogni scetticismo in proposito sarebbe nonchè inopportuno, dannoso. bbox=[790, 1050, 1015, 1314]
timetable-row bbox=[71, 356, 297, 376]
imprint-printer: Piacenza- Tip. F.lli Bosi bbox=[1050, 983, 1229, 1000]
